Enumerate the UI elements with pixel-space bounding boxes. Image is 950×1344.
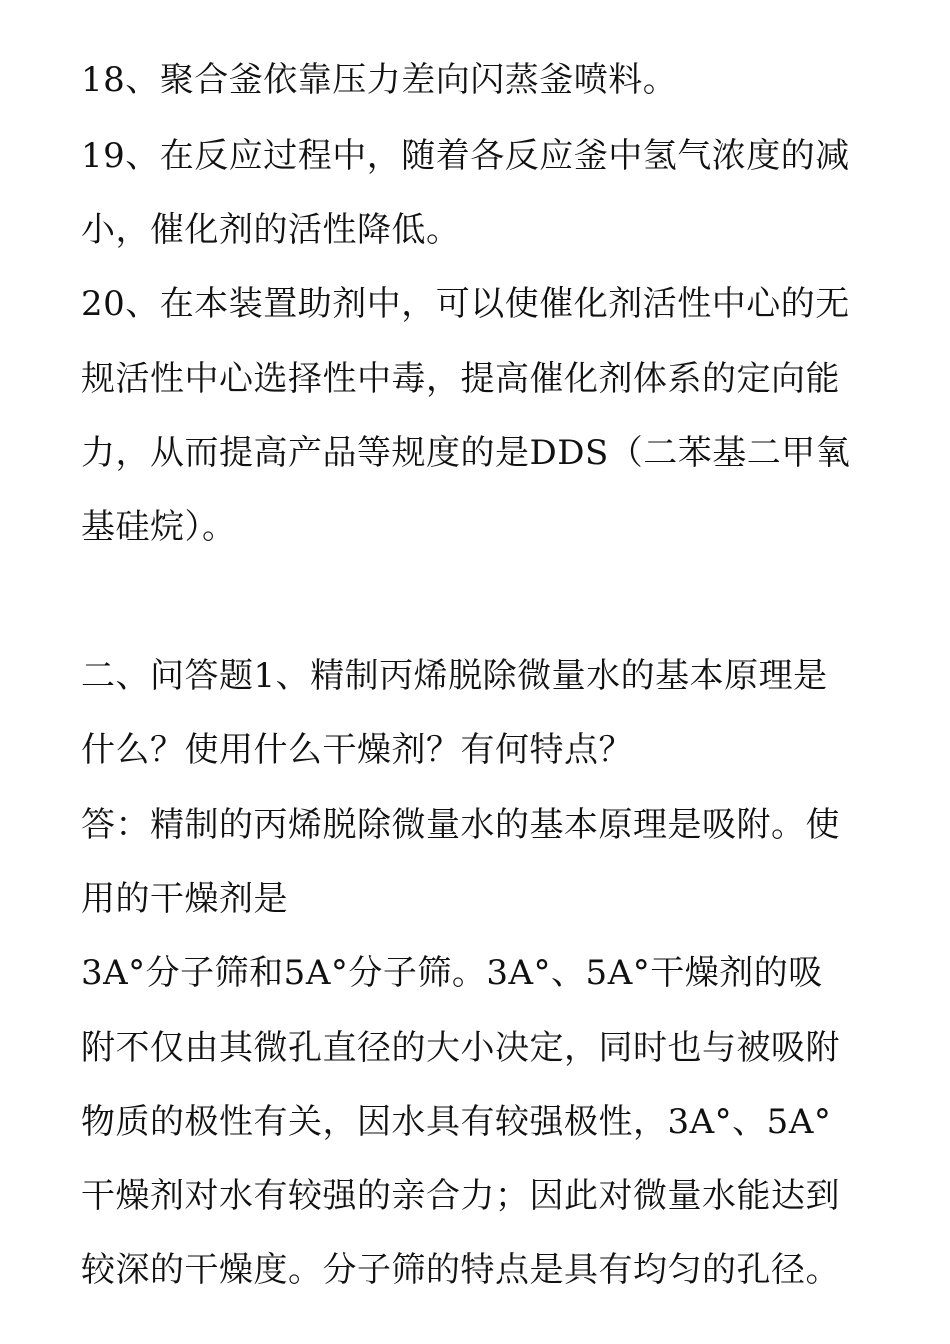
text-line-answer-a: 答：精制的丙烯脱除微量水的基本原理是吸附。使 xyxy=(81,805,840,845)
section-heading-question: 二、问答题1、精制丙烯脱除微量水的基本原理是 xyxy=(81,656,828,696)
text-line-answer-d: 附不仅由其微孔直径的大小决定，同时也与被吸附 xyxy=(81,1028,840,1068)
text-line-answer-e: 物质的极性有关，因水具有较强极性，3A°、5A° xyxy=(81,1102,832,1142)
text-line-item-20-d: 基硅烷）。 xyxy=(81,507,237,547)
text-line-item-18: 18、聚合釜依靠压力差向闪蒸釜喷料。 xyxy=(81,60,678,100)
text-line-item-19-a: 19、在反应过程中，随着各反应釜中氢气浓度的减 xyxy=(81,136,850,176)
text-line-item-19-b: 小，催化剂的活性降低。 xyxy=(81,210,461,250)
text-line-item-20-b: 规活性中心选择性中毒，提高催化剂体系的定向能 xyxy=(81,359,840,399)
text-line-item-20-c: 力，从而提高产品等规度的是DDS（二苯基二甲氧 xyxy=(81,433,851,473)
text-line-answer-c: 3A°分子筛和5A°分子筛。3A°、5A°干燥剂的吸 xyxy=(81,953,823,993)
text-line-question-b: 什么？使用什么干燥剂？有何特点？ xyxy=(81,730,633,770)
text-line-answer-g: 较深的干燥度。分子筛的特点是具有均匀的孔径。 xyxy=(81,1250,840,1290)
text-line-answer-b: 用的干燥剂是 xyxy=(81,879,288,919)
text-line-answer-f: 干燥剂对水有较强的亲合力；因此对微量水能达到 xyxy=(81,1176,840,1216)
text-line-item-20-a: 20、在本装置助剂中，可以使催化剂活性中心的无 xyxy=(81,284,850,324)
